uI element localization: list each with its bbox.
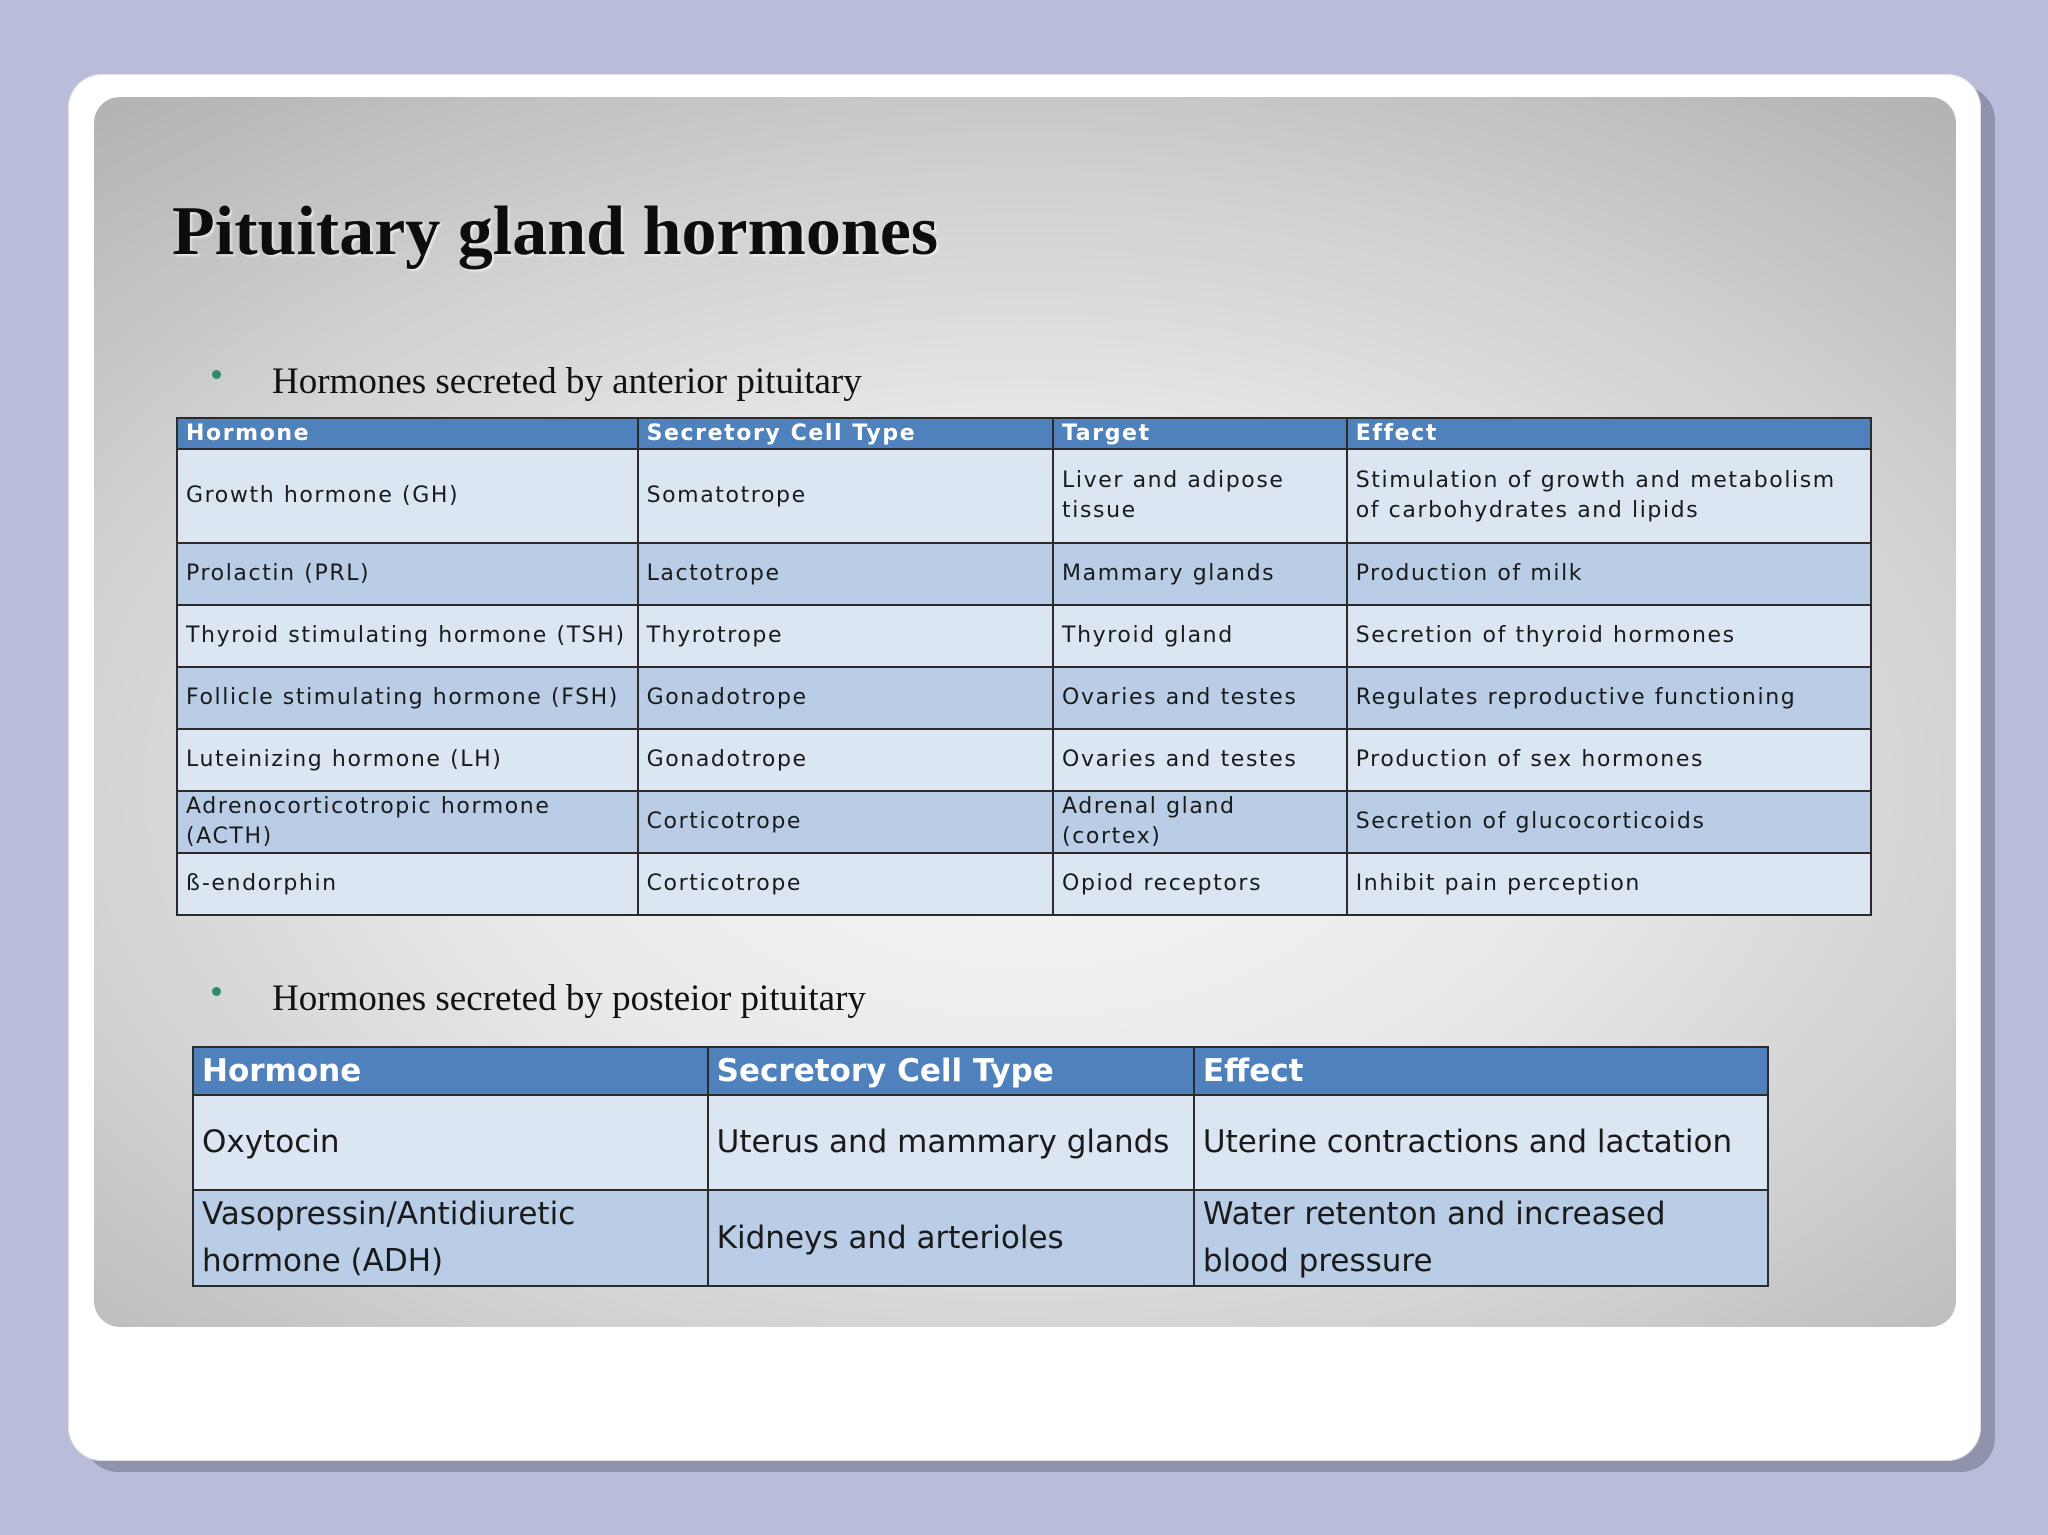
table-cell: Production of sex hormones [1347, 729, 1871, 791]
table-row [193, 1190, 1768, 1286]
table-cell: ß-endorphin [177, 853, 638, 915]
table-cell: Gonadotrope [638, 729, 1053, 791]
table-cell: Luteinizing hormone (LH) [177, 729, 638, 791]
table-row [177, 853, 1871, 915]
bullet-posterior [212, 977, 866, 1020]
bullet-anterior [212, 360, 862, 403]
table-cell: Regulates reproductive functioning [1347, 667, 1871, 729]
table-row [177, 791, 1871, 853]
table-header-row [193, 1047, 1768, 1095]
bullet-anterior-text: Hormones secreted by anterior pituitary [272, 361, 862, 402]
table-cell: Water retenton and increased blood pressure [1194, 1190, 1768, 1286]
column-header: Effect [1347, 418, 1871, 449]
column-header: Secretory Cell Type [708, 1047, 1194, 1095]
table-cell: Uterine contractions and lactation [1194, 1095, 1768, 1190]
table-cell: Ovaries and testes [1053, 667, 1347, 729]
bullet-dot-icon [212, 987, 221, 996]
table-cell: Adrenal gland (cortex) [1053, 791, 1347, 853]
table-cell: Ovaries and testes [1053, 729, 1347, 791]
table-cell: Somatotrope [638, 449, 1053, 543]
column-header: Target [1053, 418, 1347, 449]
table-cell: Oxytocin [193, 1095, 708, 1190]
table-cell: Vasopressin/Antidiuretic hormone (ADH) [193, 1190, 708, 1286]
table-cell: Lactotrope [638, 543, 1053, 605]
column-header: Hormone [193, 1047, 708, 1095]
table-cell: Prolactin (PRL) [177, 543, 638, 605]
table-cell: Stimulation of growth and metabolism of carbohydrates and lipids [1347, 449, 1871, 543]
table-cell: Growth hormone (GH) [177, 449, 638, 543]
table-row [177, 667, 1871, 729]
posterior-hormones-table [192, 1046, 1769, 1287]
table-header-row [177, 418, 1871, 449]
table-cell: Corticotrope [638, 791, 1053, 853]
table-cell: Inhibit pain perception [1347, 853, 1871, 915]
table-cell: Opiod receptors [1053, 853, 1347, 915]
table-cell: Liver and adipose tissue [1053, 449, 1347, 543]
table-cell: Follicle stimulating hormone (FSH) [177, 667, 638, 729]
table-cell: Thyroid gland [1053, 605, 1347, 667]
table-cell: Production of milk [1347, 543, 1871, 605]
bullet-dot-icon [212, 370, 221, 379]
table-cell: Thyrotrope [638, 605, 1053, 667]
table-cell: Gonadotrope [638, 667, 1053, 729]
bullet-posterior-text: Hormones secreted by posteior pituitary [272, 978, 866, 1019]
anterior-hormones-table [176, 417, 1872, 916]
column-header: Secretory Cell Type [638, 418, 1053, 449]
table-cell: Uterus and mammary glands [708, 1095, 1194, 1190]
column-header: Effect [1194, 1047, 1768, 1095]
table-row [177, 543, 1871, 605]
table-cell: Corticotrope [638, 853, 1053, 915]
table-row [177, 729, 1871, 791]
table-cell: Thyroid stimulating hormone (TSH) [177, 605, 638, 667]
table-cell: Secretion of glucocorticoids [1347, 791, 1871, 853]
column-header: Hormone [177, 418, 638, 449]
table-cell: Adrenocorticotropic hormone (ACTH) [177, 791, 638, 853]
table-cell: Kidneys and arterioles [708, 1190, 1194, 1286]
table-row [193, 1095, 1768, 1190]
table-cell: Secretion of thyroid hormones [1347, 605, 1871, 667]
table-row [177, 605, 1871, 667]
table-cell: Mammary glands [1053, 543, 1347, 605]
slide-title: Pituitary gland hormones [172, 193, 939, 270]
table-row [177, 449, 1871, 543]
